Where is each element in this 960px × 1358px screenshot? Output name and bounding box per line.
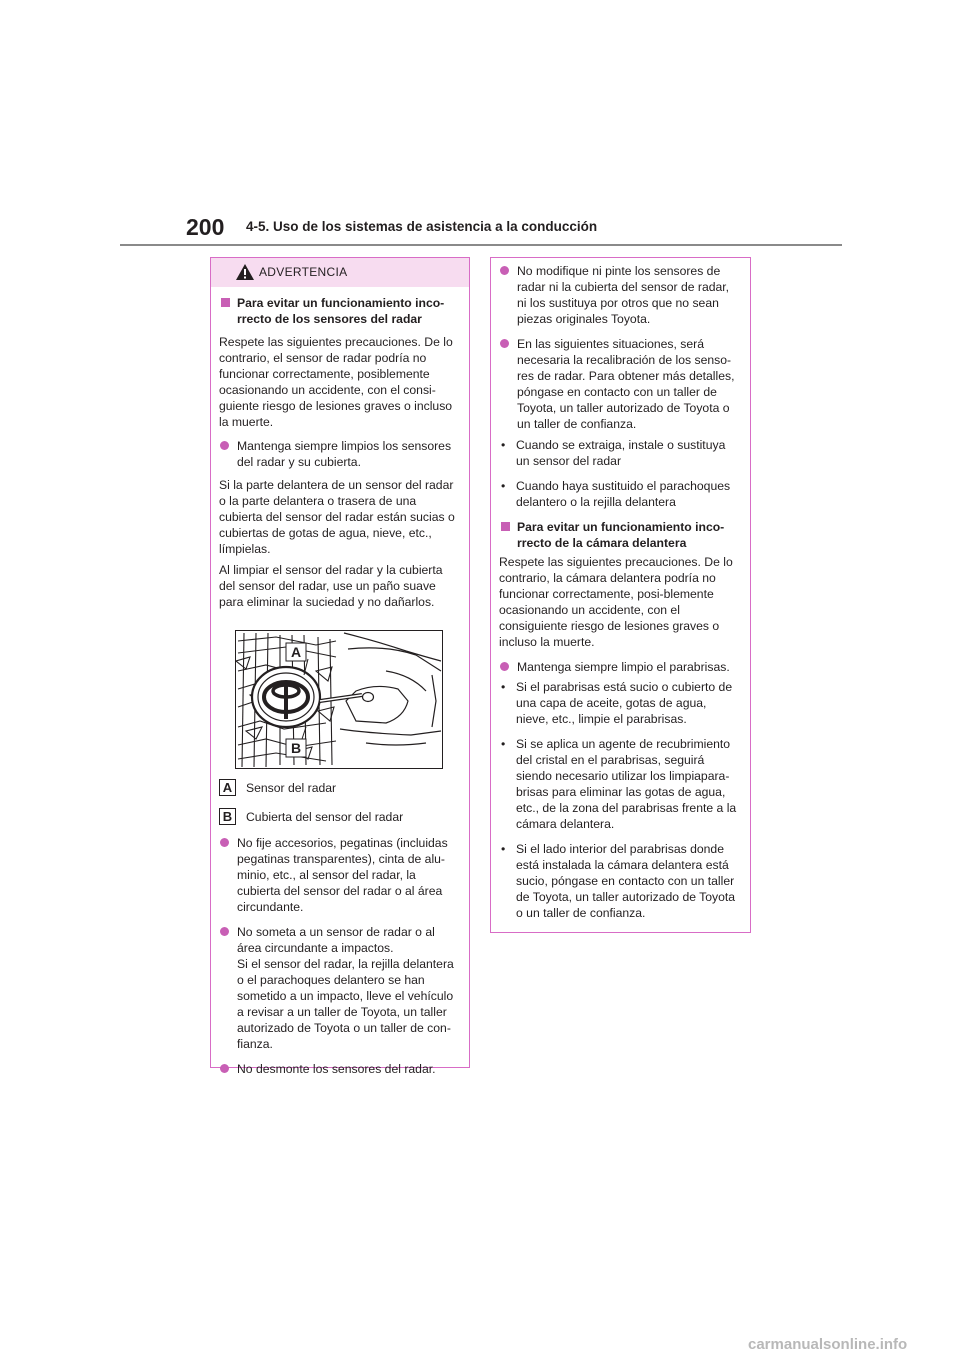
paragraph: Si el sensor del radar, la rejilla delantera o el parachoques delantero se han sometido a un impacto, lleve el vehículo a revisar a un taller de Toyota, un taller autorizado de Toyota o un taller de con-fianza. [237,957,454,1051]
section-title: 4-5. Uso de los sistemas de asistencia a la conducción [246,219,598,234]
warning-box-right [490,257,751,933]
legend-mark: B [219,808,236,825]
heading-text: Para evitar un funcionamiento inco-rrecto de los sensores del radar [237,296,445,326]
circle-bullet-icon [220,927,229,936]
intro-text: Respete las siguientes precauciones. De lo contrario, la cámara delantera podría no funcionar correctamente, posi-blemente ocasionando un accidente, con el consiguiente riesgo de lesiones graves o incluso la muerte. [499,555,733,649]
bullet-item [219,835,459,915]
circle-bullet-icon [220,1064,229,1073]
sub-bullet-text: Si el parabrisas está sucio o cubierto de una capa de aceite, gotas de agua, nieve, etc., limpie el parabrisas. [516,680,733,726]
bullet-text: No someta a un sensor de radar o al área circundante a impactos. [237,925,435,955]
sub-bullet-item [499,841,740,921]
warning-box-left [210,257,470,1076]
dot-icon: • [501,438,506,452]
legend-text: Cubierta del sensor del radar [246,810,404,824]
section-heading-radar [219,295,459,327]
square-bullet-icon [221,298,230,307]
sub-bullet-text: Si el lado interior del parabrisas donde está instalada la cámara delantera está sucio, póngase en contacto con un taller de Toyota, un taller autorizado de Toyota o un taller de confianza. [516,842,736,920]
warning-header [211,258,469,287]
dot-icon: • [501,479,506,493]
bullet-text: No modifique ni pinte los sensores de radar ni la cubierta del sensor de radar, ni los sustituya por otros que no sean piezas originales Toyota. [517,264,730,326]
paragraph: Al limpiar el sensor del radar y la cubierta del sensor del radar, use un paño suave para eliminar la suciedad y no dañarlos. [219,563,443,609]
heading-text: Para evitar un funcionamiento inco-rrecto de la cámara delantera [517,520,725,550]
bullet-text: Mantenga siempre limpios los sensores del radar y su cubierta. [237,439,452,469]
circle-bullet-icon [500,662,509,671]
bullet-text: No fije accesorios, pegatinas (incluidas pegatinas transparentes), cinta de alu-minio, etc., al sensor del radar, la cubierta del sensor del radar o al área circundante. [237,836,448,914]
radar-sensor-figure [235,630,443,769]
warning-triangle-icon [235,263,255,281]
page-number: 200 [186,214,225,240]
bullet-text: Mantenga siempre limpio el parabrisas. [517,660,730,674]
bullet-item [219,1061,459,1077]
circle-bullet-icon [500,339,509,348]
warning-label: ADVERTENCIA [259,265,348,279]
bullet-text: En las siguientes situaciones, será necesaria la recalibración de los senso-res de radar. Para obtener más detalles, póngase en contacto con un taller de Toyota, un taller autorizado de Toyota o un taller de confianza. [517,337,735,431]
legend-mark: A [219,779,236,796]
bullet-item [219,438,459,470]
sub-bullet-item [499,679,740,727]
watermark: carmanualsonline.info [748,1336,908,1353]
paragraph: Si la parte delantera de un sensor del radar o la parte delantera o trasera de una cubierta del sensor del radar están sucias o cubiertas de gotas de agua, nieve, etc., límpielas. [219,478,455,556]
header-rule [120,244,842,246]
bullet-item [499,336,740,432]
sub-bullet-text: Cuando haya sustituido el parachoques delantero o la rejilla delantera [516,479,731,509]
dot-icon: • [501,680,506,694]
section-heading-camera [499,519,740,551]
legend-item-b [219,808,459,826]
figure-label-b: B [290,740,302,756]
sub-bullet-item [499,736,740,832]
circle-bullet-icon [220,441,229,450]
bullet-item [499,263,740,327]
sub-bullet-item [499,437,740,469]
bullet-item [499,659,740,675]
bullet-text: No desmonte los sensores del radar. [237,1062,436,1076]
dot-icon: • [501,737,506,751]
circle-bullet-icon [500,266,509,275]
intro-text: Respete las siguientes precauciones. De lo contrario, el sensor de radar podría no funcionar correctamente, posiblemente ocasionando un accidente, con el consi-guiente riesgo de lesiones graves o incluso la muerte. [219,335,453,429]
figure-label-a: A [290,644,302,660]
square-bullet-icon [501,522,510,531]
sub-bullet-text: Si se aplica un agente de recubrimiento del cristal en el parabrisas, seguirá siendo necesario utilizar los limpiapara-brisas para eliminar las gotas de agua, etc., de la zona del parabrisas frente a la cámara delantera. [516,737,737,831]
dot-icon: • [501,842,506,856]
bullet-item [219,924,459,956]
sub-bullet-text: Cuando se extraiga, instale o sustituya un sensor del radar [516,438,726,468]
legend-item-a [219,779,459,797]
circle-bullet-icon [220,838,229,847]
legend-text: Sensor del radar [246,781,337,795]
sub-bullet-item [499,478,740,510]
